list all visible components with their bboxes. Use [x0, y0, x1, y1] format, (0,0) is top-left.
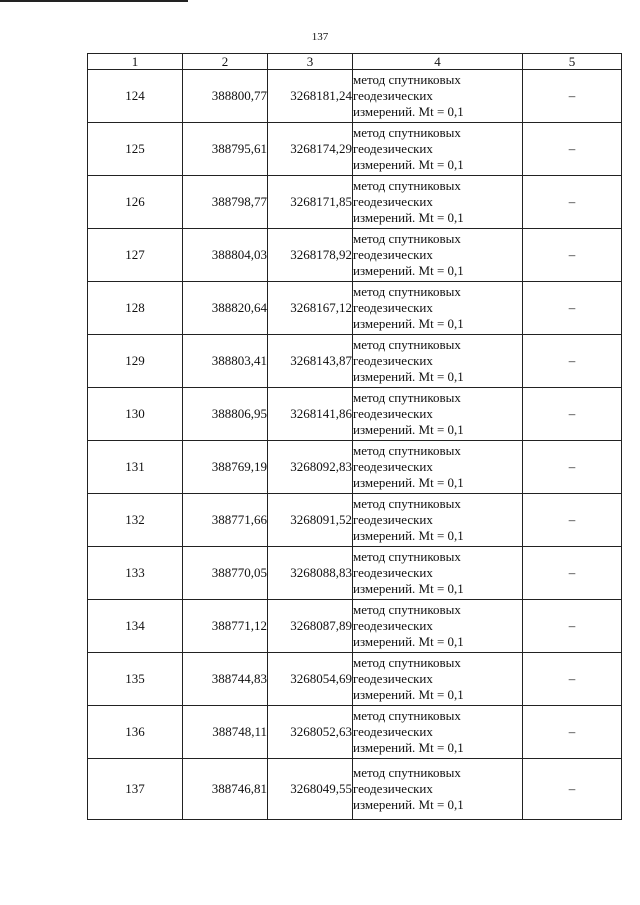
header-col-3: 3 — [268, 54, 353, 70]
method-cell — [353, 653, 523, 706]
method-cell — [353, 441, 523, 494]
table-row — [88, 653, 622, 706]
y-coordinate-cell: 3268178,92 — [268, 229, 353, 282]
note-cell: – — [523, 123, 622, 176]
table-row — [88, 388, 622, 441]
table-row — [88, 759, 622, 820]
note-cell: – — [523, 600, 622, 653]
x-coordinate-cell: 388744,83 — [183, 653, 268, 706]
y-coordinate-cell: 3268052,63 — [268, 706, 353, 759]
table-row — [88, 600, 622, 653]
x-coordinate-cell: 388798,77 — [183, 176, 268, 229]
point-number-cell: 131 — [88, 441, 183, 494]
note-cell: – — [523, 759, 622, 820]
method-line: измерений. Mt = 0,1 — [353, 528, 464, 543]
table-row — [88, 176, 622, 229]
note-cell: – — [523, 441, 622, 494]
method-line: измерений. Mt = 0,1 — [353, 475, 464, 490]
note-cell: – — [523, 70, 622, 123]
method-line: геодезических — [353, 353, 433, 368]
point-number-cell: 136 — [88, 706, 183, 759]
method-line: измерений. Mt = 0,1 — [353, 157, 464, 172]
method-line: измерений. Mt = 0,1 — [353, 740, 464, 755]
method-line: геодезических — [353, 247, 433, 262]
x-coordinate-cell: 388769,19 — [183, 441, 268, 494]
table-row — [88, 282, 622, 335]
page-number: 137 — [311, 31, 329, 43]
method-cell — [353, 335, 523, 388]
method-line: метод спутниковых — [353, 337, 461, 352]
method-line: геодезических — [353, 671, 433, 686]
method-line: измерений. Mt = 0,1 — [353, 210, 464, 225]
point-number-cell: 133 — [88, 547, 183, 600]
point-number-cell: 130 — [88, 388, 183, 441]
header-row — [88, 54, 622, 70]
method-line: геодезических — [353, 194, 433, 209]
table-row — [88, 335, 622, 388]
method-line: геодезических — [353, 618, 433, 633]
table-row — [88, 547, 622, 600]
table-row — [88, 441, 622, 494]
method-line: метод спутниковых — [353, 708, 461, 723]
table-row — [88, 706, 622, 759]
x-coordinate-cell: 388803,41 — [183, 335, 268, 388]
x-coordinate-cell: 388806,95 — [183, 388, 268, 441]
x-coordinate-cell: 388770,05 — [183, 547, 268, 600]
method-line: метод спутниковых — [353, 72, 461, 87]
header-col-4: 4 — [353, 54, 523, 70]
method-line: метод спутниковых — [353, 125, 461, 140]
note-cell: – — [523, 494, 622, 547]
method-cell — [353, 229, 523, 282]
x-coordinate-cell: 388748,11 — [183, 706, 268, 759]
point-number-cell: 124 — [88, 70, 183, 123]
y-coordinate-cell: 3268167,12 — [268, 282, 353, 335]
method-cell — [353, 388, 523, 441]
point-number-cell: 127 — [88, 229, 183, 282]
method-cell — [353, 547, 523, 600]
method-line: измерений. Mt = 0,1 — [353, 687, 464, 702]
x-coordinate-cell: 388800,77 — [183, 70, 268, 123]
method-line: геодезических — [353, 459, 433, 474]
note-cell: – — [523, 547, 622, 600]
top-rule — [0, 0, 188, 2]
method-line: геодезических — [353, 724, 433, 739]
method-cell — [353, 282, 523, 335]
method-line: измерений. Mt = 0,1 — [353, 634, 464, 649]
method-line: метод спутниковых — [353, 443, 461, 458]
method-line: измерений. Mt = 0,1 — [353, 263, 464, 278]
header-col-1: 1 — [88, 54, 183, 70]
method-cell — [353, 600, 523, 653]
point-number-cell: 132 — [88, 494, 183, 547]
x-coordinate-cell: 388795,61 — [183, 123, 268, 176]
table-row — [88, 123, 622, 176]
method-line: метод спутниковых — [353, 231, 461, 246]
point-number-cell: 126 — [88, 176, 183, 229]
coordinates-table — [87, 53, 622, 820]
method-line: измерений. Mt = 0,1 — [353, 797, 464, 812]
method-line: измерений. Mt = 0,1 — [353, 104, 464, 119]
table-body — [88, 70, 622, 820]
y-coordinate-cell: 3268174,29 — [268, 123, 353, 176]
x-coordinate-cell: 388771,12 — [183, 600, 268, 653]
y-coordinate-cell: 3268141,86 — [268, 388, 353, 441]
method-line: метод спутниковых — [353, 602, 461, 617]
note-cell: – — [523, 282, 622, 335]
method-line: измерений. Mt = 0,1 — [353, 369, 464, 384]
method-line: метод спутниковых — [353, 655, 461, 670]
method-cell — [353, 123, 523, 176]
method-line: измерений. Mt = 0,1 — [353, 316, 464, 331]
method-line: измерений. Mt = 0,1 — [353, 581, 464, 596]
method-line: геодезических — [353, 781, 433, 796]
method-line: метод спутниковых — [353, 390, 461, 405]
y-coordinate-cell: 3268181,24 — [268, 70, 353, 123]
note-cell: – — [523, 229, 622, 282]
x-coordinate-cell: 388804,03 — [183, 229, 268, 282]
y-coordinate-cell: 3268088,83 — [268, 547, 353, 600]
note-cell: – — [523, 176, 622, 229]
method-line: геодезических — [353, 406, 433, 421]
method-line: метод спутниковых — [353, 284, 461, 299]
method-line: метод спутниковых — [353, 178, 461, 193]
y-coordinate-cell: 3268091,52 — [268, 494, 353, 547]
y-coordinate-cell: 3268092,83 — [268, 441, 353, 494]
x-coordinate-cell: 388746,81 — [183, 759, 268, 820]
method-line: геодезических — [353, 300, 433, 315]
note-cell: – — [523, 653, 622, 706]
point-number-cell: 137 — [88, 759, 183, 820]
y-coordinate-cell: 3268049,55 — [268, 759, 353, 820]
method-line: геодезических — [353, 141, 433, 156]
method-line: геодезических — [353, 512, 433, 527]
y-coordinate-cell: 3268087,89 — [268, 600, 353, 653]
y-coordinate-cell: 3268054,69 — [268, 653, 353, 706]
y-coordinate-cell: 3268171,85 — [268, 176, 353, 229]
table-row — [88, 70, 622, 123]
table-row — [88, 229, 622, 282]
method-line: метод спутниковых — [353, 496, 461, 511]
method-cell — [353, 494, 523, 547]
table-header — [88, 54, 622, 70]
point-number-cell: 125 — [88, 123, 183, 176]
method-cell — [353, 70, 523, 123]
x-coordinate-cell: 388771,66 — [183, 494, 268, 547]
method-cell — [353, 706, 523, 759]
method-line: метод спутниковых — [353, 765, 461, 780]
point-number-cell: 128 — [88, 282, 183, 335]
y-coordinate-cell: 3268143,87 — [268, 335, 353, 388]
method-cell — [353, 176, 523, 229]
point-number-cell: 135 — [88, 653, 183, 706]
table-row — [88, 494, 622, 547]
note-cell: – — [523, 335, 622, 388]
x-coordinate-cell: 388820,64 — [183, 282, 268, 335]
header-col-2: 2 — [183, 54, 268, 70]
note-cell: – — [523, 388, 622, 441]
method-cell — [353, 759, 523, 820]
note-cell: – — [523, 706, 622, 759]
method-line: метод спутниковых — [353, 549, 461, 564]
point-number-cell: 134 — [88, 600, 183, 653]
method-line: измерений. Mt = 0,1 — [353, 422, 464, 437]
method-line: геодезических — [353, 565, 433, 580]
header-col-5: 5 — [523, 54, 622, 70]
method-line: геодезических — [353, 88, 433, 103]
point-number-cell: 129 — [88, 335, 183, 388]
